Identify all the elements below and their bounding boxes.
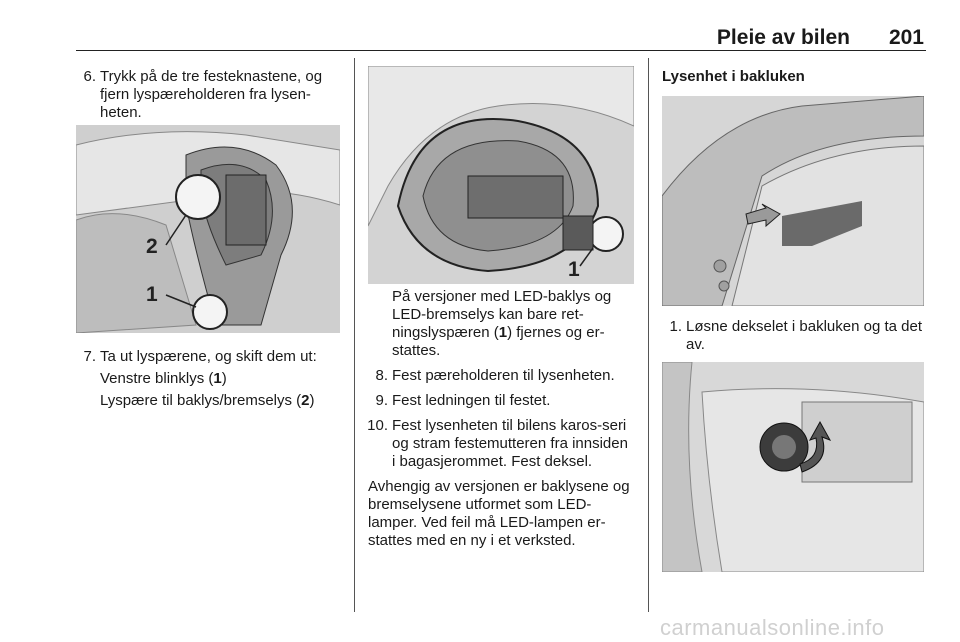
figure-bulb-holder — [76, 125, 340, 333]
step-number: 6. — [83, 68, 96, 85]
sub-text: Venstre blinklys ( — [100, 370, 214, 387]
sub-bold: 2 — [301, 392, 310, 409]
step-number: 9. — [375, 392, 388, 409]
led-note — [368, 288, 634, 360]
column-3 — [662, 318, 926, 354]
step-9 — [368, 392, 634, 410]
header-rule — [76, 50, 926, 51]
step-7 — [76, 348, 342, 366]
callout-1: 1 — [568, 258, 580, 281]
step-text: Fest ledningen til festet. — [392, 392, 551, 409]
note-bold: 1 — [498, 324, 508, 341]
column-1-lower — [76, 348, 342, 410]
sub-text: Lyspære til baklys/bremselys ( — [100, 392, 302, 409]
page-number: 201 — [888, 26, 924, 49]
step-text: Fest pæreholderen til lysenheten. — [392, 367, 615, 384]
sub-end: ) — [309, 392, 315, 409]
figure-tailgate — [662, 96, 924, 306]
step-text: Løsne dekselet i bakluken og ta det av. — [686, 318, 922, 353]
column-2 — [368, 288, 634, 550]
column-divider-2 — [648, 58, 649, 612]
callout-2: 2 — [146, 235, 158, 258]
sub-bold: 1 — [213, 370, 222, 387]
note-end: ) fjernes og er-stattes. — [392, 324, 605, 359]
footer-watermark: carmanualsonline.info — [660, 615, 885, 640]
step-text: Ta ut lyspærene, og skift dem ut: — [100, 348, 317, 365]
column-1 — [76, 68, 342, 122]
figure-led-holder — [368, 66, 634, 284]
sub-end: ) — [221, 370, 227, 387]
step-text: Fest lysenheten til bilens karos-seri og stram festemutteren fra innsiden i bagasjerommet. Fest deksel. — [392, 417, 628, 470]
section-heading: Lysenhet i bakluken — [662, 68, 805, 85]
step-10 — [368, 417, 634, 471]
step-number: 1. — [669, 318, 682, 335]
step-number: 8. — [375, 367, 388, 384]
note-text: På versjoner med LED-baklys og LED-bremselys kan bare ret-ningslyspæren ( — [392, 288, 612, 341]
step-6 — [76, 68, 342, 122]
callout-1: 1 — [146, 283, 158, 306]
step-text: Trykk på de tre festeknastene, og fjern lyspæreholderen fra lysen-heten. — [100, 68, 323, 121]
figure-cover — [662, 362, 924, 572]
step-number: 10. — [367, 417, 388, 434]
sub-item-2 — [76, 392, 342, 410]
sub-item-1 — [76, 370, 342, 388]
page-header-title: Pleie av bilen — [716, 26, 850, 49]
step-1 — [662, 318, 926, 354]
step-8 — [368, 367, 634, 385]
column-divider-1 — [354, 58, 355, 612]
led-paragraph: Avhengig av versjonen er baklysene og bremselysene utformet som LED-lamper. Ved feil må LED-lampen er-stattes med en ny i et verksted. — [368, 478, 630, 549]
step-number: 7. — [83, 348, 96, 365]
